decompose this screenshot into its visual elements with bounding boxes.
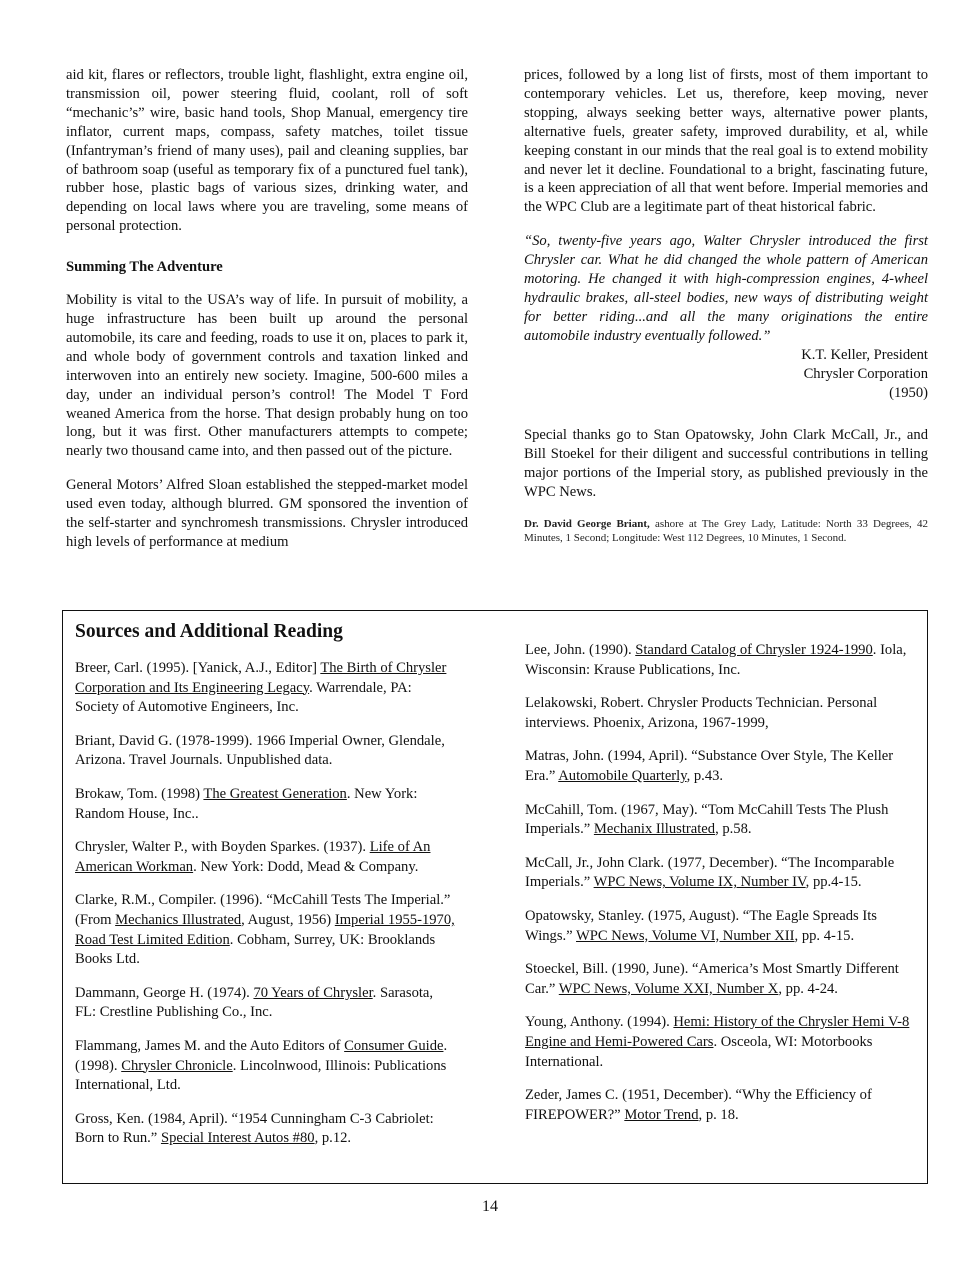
- ref-text: Dammann, George H. (1974).: [75, 984, 254, 1001]
- paragraph-firsts: prices, followed by a long list of firsts, most of them important to contemporary vehicles. Let us, therefore, keep moving, never stopping, always seeking better ways, alternative power plants, alternative fuels, greater safety, improved durability, et al, while keeping constant in our minds that the real goal is to extend mobility and never let it decline. Foundational to a bright, fascinating future, is a keen appreciation of all that went before. Imperial memories and the WPC Club are a legitimate part of theat historical fabric.: [524, 67, 928, 216]
- ref-text: . Warrendale, PA: Society of Automotive Engineers, Inc.: [75, 679, 412, 716]
- reference-item: [75, 785, 455, 824]
- reference-item: [75, 891, 455, 969]
- ref-text: Brokaw, Tom. (1998): [75, 785, 204, 802]
- ref-text: . Osceola, WI: Motorbooks International.: [525, 1033, 873, 1070]
- ref-text: . Cobham, Surrey, UK: Brooklands Books Ltd.: [75, 931, 436, 968]
- ref-text: Clarke, R.M., Compiler. (1996). “McCahill Tests The Imperial.” (From: [75, 892, 451, 928]
- left-column: [66, 66, 468, 567]
- keller-quote: “So, twenty-five years ago, Walter Chrysler introduced the first Chrysler car. What he did changed the whole pattern of American motoring. He changed it with high-compression engines, 4-wheel hydraulic brakes, all-steel bodies, new ways of distributing weight for better riding...and all the many originations the entire automobile industry eventually followed.”: [524, 233, 928, 344]
- ref-title: The Birth of Chrysler Corporation and Its Engineering Legacy: [75, 660, 447, 696]
- ref-title: 70 Years of Chrysler: [253, 984, 373, 1001]
- ref-text: . Lincolnwood, Illinois: Publications International, Ltd.: [75, 1057, 447, 1094]
- ref-title: The Greatest Generation: [203, 785, 347, 802]
- paragraph-thanks: Special thanks go to Stan Opatowsky, John Clark McCall, Jr., and Bill Stoekel for their diligent and successful contributions in telling major portions of the Imperial story, as published previously in the WPC News.: [524, 427, 928, 501]
- ref-text: Opatowsky, Stanley. (1975, August). “The Eagle Spreads Its Wings.”: [525, 907, 877, 944]
- ref-title: Standard Catalog of Chrysler 1924-1990: [635, 642, 873, 658]
- ref-title: Mechanix Illustrated: [593, 821, 716, 838]
- reference-item: [525, 1086, 919, 1125]
- ref-text: . (1998).: [75, 1037, 448, 1074]
- ref-text: , pp. 4-15.: [794, 927, 855, 944]
- attribution-org: Chrysler Corporation: [803, 365, 928, 382]
- sources-box: [62, 610, 928, 1184]
- reference-item: [525, 854, 919, 893]
- ref-text: , August, 1956): [241, 911, 335, 928]
- reference-item: [75, 659, 455, 718]
- ref-text: McCall, Jr., John Clark. (1977, December). “The Incomparable Imperials.”: [525, 854, 895, 891]
- reference-item: Briant, David G. (1978-1999). 1966 Imperial Owner, Glendale, Arizona. Travel Journals. Unpublished data.: [75, 732, 445, 769]
- ref-title: Life of An American Workman: [75, 839, 431, 875]
- ref-text: . Sarasota, FL: Crestline Publishing Co., Inc.: [75, 984, 434, 1021]
- ref-text: Young, Anthony. (1994).: [525, 1014, 674, 1031]
- reference-item: Lelakowski, Robert. Chrysler Products Technician. Personal interviews. Phoenix, Arizona, 1967-1999,: [525, 695, 878, 731]
- attribution-year: (1950): [889, 384, 928, 401]
- paragraph-gm: General Motors’ Alfred Sloan established the stepped-market model used even today, although blurred. GM sponsored the invention of the self-starter and synchromesh transmissions. Chrysler introduced high levels of performance at medium: [66, 477, 468, 550]
- ref-text: , pp.4-15.: [805, 874, 862, 891]
- reference-item: [75, 1110, 455, 1149]
- ref-title: Motor Trend: [624, 1106, 699, 1123]
- ref-text: . New York: Dodd, Mead & Company.: [193, 858, 419, 875]
- ref-title: Imperial 1955-1970, Road Test Limited Edition: [75, 911, 455, 948]
- author-location: ashore at The Grey Lady, Latitude: North 33 Degrees, 42 Minutes, 1 Second; Longitude: West 112 Degrees, 10 Minutes, 1 Second.: [524, 518, 928, 545]
- reference-item: [75, 1037, 455, 1096]
- ref-text: Zeder, James C. (1951, December). “Why the Efficiency of FIREPOWER?”: [525, 1087, 872, 1123]
- ref-text: , p.43.: [686, 767, 724, 784]
- sources-title: Sources and Additional Reading: [75, 621, 343, 642]
- ref-text: Matras, John. (1994, April). “Substance Over Style, The Keller Era.”: [525, 748, 894, 784]
- ref-text: Lee, John. (1990).: [525, 642, 636, 658]
- ref-title: WPC News, Volume XXI, Number X: [558, 980, 779, 997]
- ref-title: Special Interest Autos #80: [160, 1130, 315, 1147]
- ref-text: . New York: Random House, Inc..: [75, 785, 418, 822]
- sources-left-column: [75, 659, 455, 1163]
- author-signature: [524, 517, 928, 545]
- ref-title: Consumer Guide: [344, 1037, 444, 1054]
- ref-text: McCahill, Tom. (1967, May). “Tom McCahill Tests The Plush Imperials.”: [525, 801, 889, 838]
- ref-title: Hemi: History of the Chrysler Hemi V-8 Engine and Hemi-Powered Cars: [525, 1014, 910, 1050]
- attribution-name: K.T. Keller, President: [801, 346, 928, 363]
- ref-text: , p.58.: [715, 821, 752, 838]
- reference-item: [525, 960, 919, 999]
- reference-item: [75, 838, 455, 877]
- reference-item: [525, 801, 919, 840]
- ref-text: Stoeckel, Bill. (1990, June). “America’s Most Smartly Different Car.”: [525, 961, 899, 997]
- quote-attribution: [524, 346, 928, 403]
- reference-item: [525, 1013, 919, 1072]
- paragraph-mobility: Mobility is vital to the USA’s way of life. In pursuit of mobility, a huge infrastructure has been built up around the personal automobile, its care and feeding, roads to use it on, places to park it, and whole body of government controls and taxation linked and interwoven into an entirely new society. Imagine, 500-600 miles a day, under an individual person’s control! The Model T Ford weaned America from the horse. That design probably hung on too long, but it was first. Other manufacturers attempts to compete; nearly two thousand came into, and then passed out of the picture.: [66, 292, 468, 460]
- reference-item: [525, 907, 919, 946]
- paragraph-supplies: aid kit, flares or reflectors, trouble light, flashlight, extra engine oil, transmission oil, power steering fluid, coolant, roll of soft “mechanic’s” wire, basic hand tools, Shop Manual, emergency tire inflator, current maps, compass, safety matches, toilet tissue (Infantryman’s friend of many uses), pail and cleaning supplies, bar of bathroom soap (useful as temporary fix of a punctured fuel tank), rubber hose, plastic bags of various sizes, drinking water, and depending on local laws where you are traveling, some means of personal protection.: [66, 67, 468, 235]
- section-heading: Summing The Adventure: [66, 259, 223, 276]
- ref-title: WPC News, Volume VI, Number XII: [576, 927, 795, 944]
- sources-right-column: [525, 641, 919, 1139]
- ref-text: , p.12.: [314, 1130, 352, 1147]
- ref-text: , pp. 4-24.: [778, 980, 838, 997]
- ref-title: Mechanics Illustrated: [115, 911, 242, 928]
- page-number: 14: [482, 1198, 498, 1215]
- ref-text: Breer, Carl. (1995). [Yanick, A.J., Editor]: [75, 660, 321, 676]
- reference-item: [525, 641, 919, 680]
- ref-title: Automobile Quarterly: [558, 767, 687, 784]
- ref-title: Chrysler Chronicle: [121, 1057, 233, 1074]
- ref-title: WPC News, Volume IX, Number IV: [593, 874, 806, 891]
- ref-text: Chrysler, Walter P., with Boyden Sparkes. (1937).: [75, 839, 370, 856]
- ref-text: , p. 18.: [698, 1106, 739, 1123]
- ref-text: Flammang, James M. and the Auto Editors of: [75, 1037, 345, 1054]
- ref-text: Gross, Ken. (1984, April). “1954 Cunningham C-3 Cabriolet: Born to Run.”: [75, 1110, 434, 1147]
- right-column: [524, 66, 928, 545]
- ref-text: . Iola, Wisconsin: Krause Publications, Inc.: [525, 642, 907, 678]
- reference-item: [525, 747, 919, 786]
- reference-item: [75, 984, 455, 1023]
- author-name: Dr. David George Briant,: [524, 518, 650, 531]
